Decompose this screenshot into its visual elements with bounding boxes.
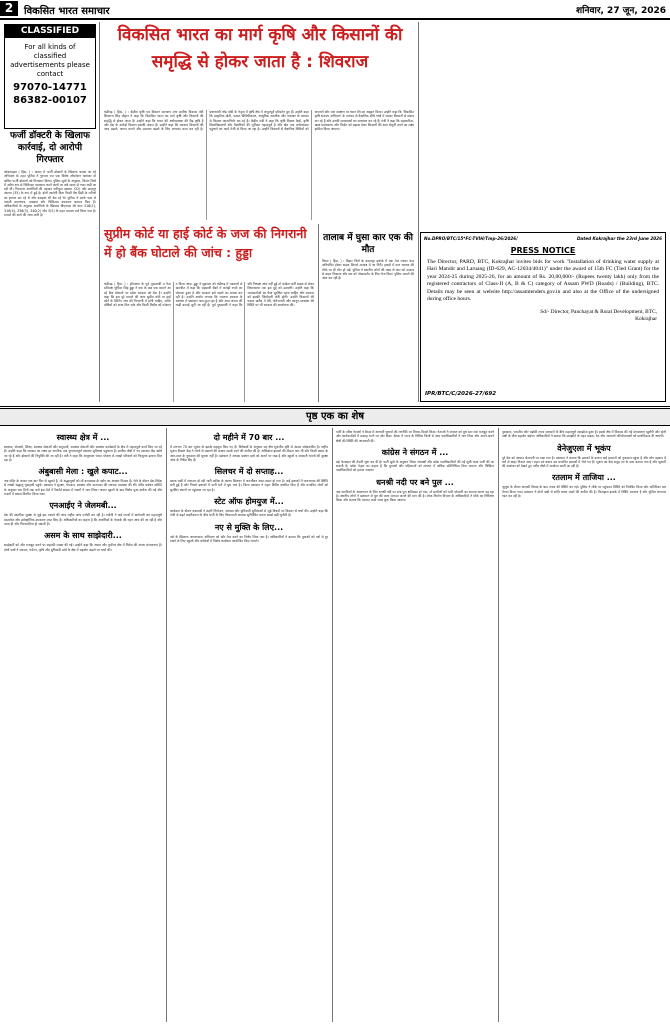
- press-notice-title: PRESS NOTICE: [510, 246, 576, 255]
- cont-body-party: पार्टी के वरिष्ठ नेताओं ने बैठक में आगामी चुनावों की रणनीति पर विचार-विमर्श किया। नेताओं ने संगठन को बूथ स्तर तक मजबूत करने और कार्यकर्ताओं में उत्साह भरने पर जोर दिया। बैठक में राज्य के विभिन्न जिलों से आए पदाधिकारियों ने भाग लिया और अपने-अपने क्षेत्रों की स्थिति की जानकारी दी।: [336, 430, 494, 443]
- news-fake-doctors: [4, 130, 96, 402]
- news-pond-headline: तालाब में घुसा कार एक की मौत: [323, 233, 413, 255]
- cont-head-silchar: सिलचर में दो सप्ताह...: [214, 467, 284, 477]
- column-divider: [318, 224, 319, 402]
- press-notice-ref: [421, 233, 665, 241]
- column-divider: [418, 22, 419, 402]
- cont-head-bridge: धनश्री नदी पर बने पुल ...: [376, 477, 454, 487]
- cont-head-drugs: नए से मुक्ति के लिए...: [214, 522, 284, 532]
- cont-column-2: [170, 430, 328, 1020]
- press-notice-date: Dated Kokrajhar the 23rd June 2026: [576, 236, 662, 241]
- kanada-story-body: [422, 86, 666, 226]
- cont-head-health: स्वास्थ्य क्षेत्र में ...: [56, 433, 110, 442]
- page-header: [0, 0, 670, 18]
- lead-story-body: चंडीगढ़ ( हिस. ) : केंद्रीय कृषि एवं किसान कल्याण तथा ग्रामीण विकास मंत्री शिवराज सिंह चौहान ने कहा कि विकसित भारत का मार्ग कृषि और किसानों की समृद्धि से होकर जाता है। उन्होंने कहा कि भारत की अर्थव्यवस्था की रीढ़ कृषि है और देश के करोड़ों किसान इसकी ताकत हैं। उन्होंने कहा कि सरकार किसानों की आय बढ़ाने, लागत घटाने और उत्पादन बढ़ाने के लिए लगातार काम कर रही है। प्रधानमंत्री नरेंद्र मोदी के नेतृत्व में कृषि क्षेत्र में अभूतपूर्व परिवर्तन हुए हैं। उन्होंने कहा कि प्राकृतिक खेती, फसल विविधीकरण, आधुनिक तकनीक और नवाचार के माध्यम से किसान आत्मनिर्भर बन रहे हैं। केंद्रीय मंत्री ने कहा कि कृषि विज्ञान केंद्रों, कृषि विश्वविद्यालयों और वैज्ञानिकों की भूमिका महत्वपूर्ण है और खेत तक प्रयोगशाला पहुंचाने का कार्य तेजी से किया जा रहा है। उन्होंने किसानों से वैज्ञानिक विधियों को अपनाने और जल संरक्षण पर ध्यान देने का आह्वान किया। उन्होंने कहा कि 'विकसित कृषि संकल्प अभियान' के माध्यम से वैज्ञानिक सीधे गांवों में जाकर किसानों से संवाद कर रहे हैं और उनकी समस्याओं का समाधान कर रहे हैं। मंत्री ने कहा कि सहकारिता, खाद्य प्रसंस्करण और निर्यात को बढ़ावा देकर किसानों की आय दोगुनी करने का लक्ष्य हासिल किया जाएगा।: [104, 110, 414, 132]
- cont-head-ratlam: रतलाम में ताजिया ...: [552, 473, 616, 483]
- cont-body-ratlam: जुलूस के दौरान आपसी विवाद के बाद तनाव की स्थिति बन गई। पुलिस ने मौके पर पहुंचकर स्थिति को नियंत्रित किया और अतिरिक्त बल तैनात किया गया। प्रशासन ने दोनों पक्षों से शांति बनाए रखने की अपील की है। फिलहाल इलाके में स्थिति सामान्य है और पुलिस लगातार गश्त कर रही है।: [502, 485, 666, 499]
- cont-head-assam: असम के साथ साझेदारी...: [44, 531, 122, 541]
- cont-body-bridge: जब नागरिकों के आवागमन के लिए धनश्री नदी पर बना पुल क्षतिग्रस्त हो गया, तो ग्रामीणों को भारी परेशानी का सामना करना पड़ रहा है। स्थानीय लोगों ने प्रशासन से पुल की जल्द मरम्मत कराने की मांग की है। लोक निर्माण विभाग के अधिकारियों ने मौके का निरीक्षण किया और बताया कि मरम्मत कार्य जल्द शुरू किया जाएगा।: [336, 489, 494, 503]
- classified-title: CLASSIFIED: [5, 25, 95, 38]
- cont-body-nia: देश की आंतरिक सुरक्षा से जुड़े इस मामले की जांच राष्ट्रीय जांच एजेंसी कर रही है। एजेंसी ने कई राज्यों में छापेमारी कर महत्वपूर्ण दस्तावेज और इलेक्ट्रॉनिक उपकरण जब्त किए हैं। अधिकारियों का कहना है कि आरोपियों के नेटवर्क की गहन जांच की जा रही है और जल्द ही और गिरफ्तारियां हो सकती हैं।: [4, 513, 162, 526]
- cont-column-4: [502, 430, 666, 1020]
- cont-column-3: [336, 430, 494, 1020]
- cont-body-drugs: नशे के खिलाफ जागरूकता अभियान को और तेज करने का निर्णय लिया गया है। अधिकारियों ने बताया कि युवाओं को नशे से दूर रखने के लिए स्कूलों और कॉलेजों में विशेष कार्यक्रम आयोजित किए जाएंगे।: [170, 534, 328, 543]
- news-pond: [322, 232, 414, 402]
- press-notice: [420, 232, 666, 402]
- press-notice-footer: IPR/BTC/C/2026-27/692: [425, 391, 497, 397]
- cont-body-agreement: पुरस्कार, भारतीय और पड़ोसी राज्य सरकारों के बीच महत्वपूर्ण समझौता हुआ है। इससे क्षेत्र में विकास की नई संभावनाएं खुलेंगी और दोनों पक्षों के बीच सहयोग बढ़ेगा। अधिकारियों ने बताया कि समझौते के तहत सड़क, रेल और जलमार्ग परियोजनाओं को प्राथमिकता दी जाएगी।: [502, 430, 666, 439]
- cont-body-quake70: में लगभग 70 बार भूकंप के झटके महसूस किए गए हैं। विशेषज्ञों के अनुसार यह क्षेत्र भूकंपीय दृष्टि से अत्यंत संवेदनशील है। राष्ट्रीय भूकंप विज्ञान केंद्र ने लोगों से घबराने की बजाय सतर्क रहने की अपील की है। अधिकांश झटकों की तीव्रता कम थी और किसी प्रकार के जान-माल के नुकसान की सूचना नहीं है। प्रशासन ने आपदा प्रबंधन दलों को अलर्ट पर रखा है और स्कूलों व सरकारी भवनों की सुरक्षा जांच के निर्देश दिए हैं।: [170, 445, 328, 462]
- continuation-banner: [0, 408, 670, 426]
- press-notice-signatory: Sd/- Director, Panchayat & Rural Development, BTC, Kokrajhar: [540, 309, 657, 323]
- court-story-body: चंडीगढ़ ( हिस. ) : हरियाणा के पूर्व मुख्यमंत्री व नेता प्रतिपक्ष भूपिंदर सिंह हुड्डा ने एक के बाद एक सामने आ रहे बैंक घोटालों पर प्रदेश सरकार को घेरा है। उन्होंने कहा कि इस पूरे मामले की जांच सुप्रीम कोर्ट या हाई कोर्ट के सिटिंग जज की निगरानी में होनी चाहिए, ताकि दोषियों को सजा मिल सके और किसी निर्दोष को परेशान न किया जाए। हुड्डा ने शुक्रवार को चंडीगढ़ में पत्रकारों से बातचीत में कहा कि सहकारी बैंकों में करोड़ों रुपये का घोटाला हुआ है और सरकार इसे दबाने का प्रयास कर रही है। उन्होंने आरोप लगाया कि भाजपा सरकार के संरक्षण में भ्रष्टाचार फल-फूल रहा है और आम जनता की गाढ़ी कमाई लूटी जा रही है। पूर्व मुख्यमंत्री ने कहा कि यदि निष्पक्ष जांच नहीं हुई तो कांग्रेस पार्टी सड़क से लेकर विधानसभा तक इस मुद्दे को उठाएगी। उन्होंने कहा कि जमाकर्ताओं का पैसा सुरक्षित रहना चाहिए और सरकार को इसकी जिम्मेदारी लेनी होगी। उन्होंने किसानों की फसल खरीद में देरी, बेरोजगारी और कानून-व्यवस्था की स्थिति पर भी सरकार की आलोचना की।: [104, 282, 314, 308]
- cont-body-congress: बड़े फेरबदल की तैयारी शुरू कर दी है। पार्टी सूत्रों के अनुसार जिला अध्यक्षों और प्रदेश पदाधिकारियों की नई सूची जल्द जारी की जा सकती है। प्रदेश नेतृत्व का कहना है कि युवाओं और महिलाओं को संगठन में अधिक प्रतिनिधित्व दिया जाएगा और निष्क्रिय पदाधिकारियों को हटाया जाएगा।: [336, 459, 494, 473]
- classified-box: [4, 24, 96, 129]
- column-divider: [498, 428, 499, 1022]
- cont-head-venezuela: वेनेजुएला में भूकंप: [557, 443, 611, 453]
- page-number: 2: [0, 1, 18, 16]
- section-rule: [0, 406, 670, 407]
- press-notice-body: The Director, PARD, BTC, Kokrajhar invites bids for work "Installation of drinking water supply at Hari Mandir and Laruang (ID-629, AC-12034/4041)" under the award of 15th FC (Tied Grant) for the year 2024-25 during 2025-26, for an amount of Rs. 20,00,000/- (Rupees twenty lakh) only from the registered contractors of Class-II (A, B & C) category of Assam PWD (Roads) / (Building), BTC. Details may be seen at website http://assamtenders.gov.in and also at the Office of the undersigned during office hours.: [427, 259, 659, 303]
- column-divider: [99, 22, 100, 402]
- cont-head-quake70: दो महीने में 70 बार ...: [213, 433, 285, 442]
- news-fake-doctors-headline: फर्जी डॉक्टरी के खिलाफ कार्रवाई, दो आरोपी गिरफ्तार: [10, 131, 90, 165]
- cont-body-silchar: बराक घाटी में लगातार हो रही भारी बारिश के कारण सिलचर में जनजीवन अस्त-व्यस्त हो गया है। कई इलाकों में जलजमाव की स्थिति बनी हुई है और निचले इलाकों में पानी घरों में घुस गया है। जिला प्रशासन ने राहत शिविर स्थापित किए हैं और प्रभावित लोगों को सुरक्षित स्थानों पर पहुंचाया जा रहा है।: [170, 479, 328, 492]
- column-divider: [332, 428, 333, 1022]
- lead-headline: विकसित भारत का मार्ग कृषि और किसानों की समृद्धि से होकर जाता है : शिवराज: [117, 25, 403, 72]
- classified-phone-2: 86382-00107: [13, 95, 87, 106]
- press-notice-ref-no: No.DPRO/BTC/15*FC-TVIH/Tmp-26/2026/: [424, 236, 518, 241]
- header-rule: [0, 18, 670, 20]
- continuation-title: पृष्ठ एक का शेष: [305, 411, 365, 422]
- classified-phone-1: 97070-14771: [13, 82, 87, 93]
- column-divider: [166, 428, 167, 1022]
- cont-head-ambubachi: अंबुबासी मेला : खुले कपाट...: [38, 467, 128, 477]
- issue-date: शनिवार, 27 जून, 2026: [576, 6, 666, 16]
- cont-body-ambubachi: जब मंदिर के कपाट एक बार फिर से खुलते हैं, तो श्रद्धालुओं को माँ कामाख्या के दर्शन का अवसर मिलता है। मेले के दौरान देश-विदेश से लाखों श्रद्धालु गुवाहाटी पहुंचे। प्रशासन ने सुरक्षा, पेयजल, स्वास्थ्य और यातायात की व्यापक व्यवस्था की थी। मंदिर प्रबंधन समिति के अनुसार चार दिनों तक चले इस मेले में रिकॉर्ड संख्या में भक्तों ने भाग लिया। कपाट खुलने के बाद विशेष पूजा-अर्चना की गई और भक्तों में प्रसाद वितरित किया गया।: [4, 479, 162, 497]
- cont-column-1: [4, 430, 162, 1020]
- cont-body-venezuela: पूरे देश को आपात चेतावनी पर रखा गया है। प्रशासन ने बताया कि झटकों के कारण कई इमारतों को नुकसान पहुंचा है और लोग दहशत में घरों से बाहर निकल आए। राहत एवं बचाव दल प्रभावित इलाकों में भेजे गए हैं। भूकंप का केंद्र समुद्र तट के पास बताया गया है और सुनामी की आशंका को देखते हुए तटीय क्षेत्रों में सतर्कता बरती जा रही है।: [502, 455, 666, 469]
- cont-body-assam: साझेदारी को और मजबूत करने पर सहमति व्यक्त की गई। उन्होंने कहा कि असम और पूर्वोत्तर क्षेत्र में निवेश की अपार संभावनाएं हैं। दोनों पक्षों ने व्यापार, पर्यटन, कृषि और बुनियादी ढांचे के क्षेत्र में सहयोग बढ़ाने पर चर्चा की।: [4, 543, 162, 552]
- cont-head-homes: स्टेट ऑफ होमयुज में...: [214, 497, 284, 507]
- cont-head-congress: कांग्रेस ने संगठन में ...: [381, 447, 449, 457]
- news-fake-doctors-body: कोकराझार ( हिस. ) : असम में फर्जी डॉक्टरों के खिलाफ चलाए जा रहे अभियान के तहत पुलिस ने गुरुवार रात एक विशेष ऑपरेशन चलाकर दो कथित फर्जी डॉक्टरों को गिरफ्तार किया। पुलिस सूत्रों के अनुसार, चिरांग जिले में अवैध रूप से चिकित्सा व्यवसाय करने वालों पर लंबे समय से नजर रखी जा रही थी। गिरफ्तार आरोपियों की पहचान शरीफुल इस्लाम (32) और शाहनूर आलम (35) के रूप में हुई है। दोनों आरोपी बिना किसी वैध डिग्री के मरीजों का इलाज कर रहे थे और दवाइयां भी बेच रहे थे। पुलिस ने उनके पास से नकली प्रमाणपत्र, दवाइयां और चिकित्सा उपकरण बरामद किए हैं। अधिकारियों के अनुसार आरोपियों के खिलाफ बीएनएस की धारा 316(2), 318(4), 336(3), 340(2) और 3(5) के तहत मामला दर्ज किया गया है। मामले की आगे की जांच जारी है।: [4, 170, 96, 217]
- paper-name: विकसित भारत समाचार: [24, 6, 110, 17]
- cont-body-homes: कार्यक्रम के दौरान वक्ताओं ने शहरी नियोजन, आवास और बुनियादी सुविधाओं से जुड़े विषयों पर विस्तार से चर्चा की। उन्होंने कहा कि तेजी से बढ़ते शहरीकरण के बीच सभी के लिए किफायती आवास सुनिश्चित करना सबसे बड़ी चुनौती है।: [170, 509, 328, 518]
- news-pond-body: विराट ( हिस. ) : बिहार जिले के कदमपुर इलाके में एक तेज रफ्तार कार अनियंत्रित होकर सड़क किनारे तालाब में जा गिरी। हादसे में कार चालक की मौके पर ही मौत हो गई। पुलिस ने स्थानीय लोगों की मदद से कार को तालाब से बाहर निकाला और शव को पोस्टमार्टम के लिए भेज दिया। पुलिस मामले की जांच कर रही है।: [322, 259, 414, 281]
- cont-head-nia: एनआईए ने जेलमबी...: [49, 501, 117, 511]
- court-headline: सुप्रीम कोर्ट या हाई कोर्ट के जज की निगरानी में हो बैंक घोटाले की जांच : हुड्डा: [104, 226, 307, 260]
- kanada-headline: [424, 30, 666, 80]
- classified-text: For all kinds of classified advertisements please contact: [10, 43, 90, 78]
- cont-body-health: स्वास्थ्य, सेवाओं, शिक्षा, स्वास्थ्य सेवाओं और समुदायों, स्वास्थ्य सेवाओं और स्वास्थ्य कार्यक्रमों के क्षेत्र में महत्वपूर्ण कार्य किए जा रहे हैं। उन्होंने कहा कि सरकार का लक्ष्य हर नागरिक तक गुणवत्तापूर्ण स्वास्थ्य सुविधाएं पहुंचाना है। ग्रामीण क्षेत्रों में नए स्वास्थ्य केंद्र खोले जा रहे हैं और डॉक्टरों की नियुक्ति की जा रही है। मंत्री ने कहा कि आयुष्मान भारत योजना से लाखों परिवारों को निःशुल्क इलाज मिल रहा है।: [4, 445, 162, 462]
